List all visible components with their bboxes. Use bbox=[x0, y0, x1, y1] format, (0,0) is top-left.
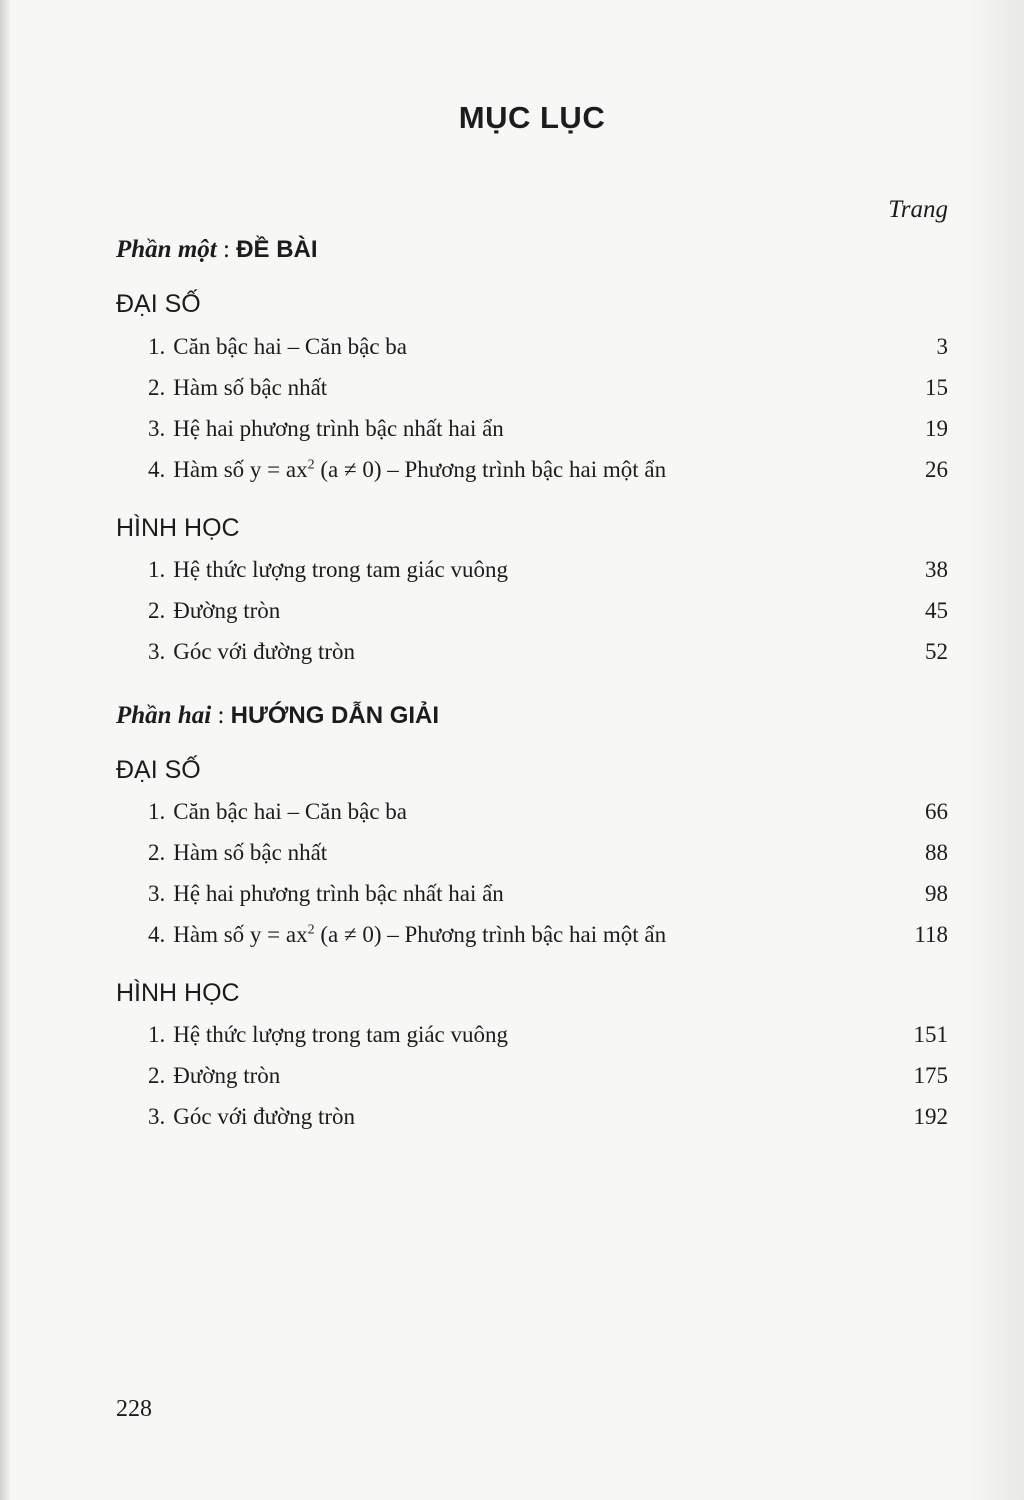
part-heading-de-bai bbox=[116, 236, 318, 264]
toc-entry[interactable] bbox=[148, 455, 948, 485]
part-separator: : bbox=[217, 702, 225, 729]
section-heading-hinh-hoc: HÌNH HỌC bbox=[116, 979, 240, 1007]
entry-page-number: 45 bbox=[925, 598, 948, 623]
entry-page-number: 98 bbox=[925, 881, 948, 906]
entry-title: Đường tròn bbox=[173, 598, 281, 623]
entry-page-number: 38 bbox=[925, 557, 948, 582]
toc-entry[interactable] bbox=[148, 596, 948, 626]
toc-entry[interactable] bbox=[148, 1102, 948, 1132]
folio-page-number: 228 bbox=[116, 1396, 152, 1422]
entry-title: Hệ hai phương trình bậc nhất hai ẩn bbox=[173, 881, 504, 906]
part-label: Phần một bbox=[116, 236, 217, 263]
toc-entry[interactable] bbox=[148, 797, 948, 827]
entry-number: 1. bbox=[148, 799, 166, 824]
entry-title: Góc với đường tròn bbox=[173, 639, 356, 664]
entry-number: 4. bbox=[148, 922, 166, 947]
page-shadow-right bbox=[964, 0, 1024, 1500]
toc-entry[interactable] bbox=[148, 332, 948, 362]
entry-title: Góc với đường tròn bbox=[173, 1104, 356, 1129]
entry-number: 3. bbox=[148, 639, 166, 664]
section-heading-hinh-hoc: HÌNH HỌC bbox=[116, 514, 240, 542]
page-title: MỤC LỤC bbox=[458, 100, 606, 135]
entry-title: Đường tròn bbox=[173, 1063, 281, 1088]
entry-number: 2. bbox=[148, 598, 166, 623]
entry-title: Hàm số bậc nhất bbox=[173, 840, 328, 865]
entry-page-number: 52 bbox=[925, 639, 948, 664]
toc-entry[interactable] bbox=[148, 414, 948, 444]
entry-number: 2. bbox=[148, 375, 166, 400]
entry-page-number: 66 bbox=[925, 799, 948, 824]
part-title: ĐỀ BÀI bbox=[236, 236, 318, 263]
entry-title-end: (a ≠ 0) – Phương trình bậc hai một ẩn bbox=[314, 922, 667, 947]
toc-entry[interactable] bbox=[148, 838, 948, 868]
entry-number: 2. bbox=[148, 1063, 166, 1088]
entry-page-number: 88 bbox=[925, 840, 948, 865]
entry-title-start: Hàm số y = ax bbox=[173, 922, 308, 947]
part-title: HƯỚNG DẪN GIẢI bbox=[230, 702, 440, 729]
entry-page-number: 118 bbox=[914, 922, 948, 947]
entry-page-number: 15 bbox=[925, 375, 948, 400]
toc-entry[interactable] bbox=[148, 637, 948, 667]
entry-page-number: 26 bbox=[925, 457, 948, 482]
entry-title: Hệ thức lượng trong tam giác vuông bbox=[173, 1022, 508, 1047]
entry-number: 1. bbox=[148, 334, 166, 359]
entry-number: 3. bbox=[148, 1104, 166, 1129]
entry-number: 1. bbox=[148, 1022, 166, 1047]
section-heading-dai-so: ĐẠI SỐ bbox=[116, 290, 201, 318]
toc-entry[interactable] bbox=[148, 920, 948, 950]
entry-title-start: Hàm số y = ax bbox=[173, 457, 308, 482]
part-separator: : bbox=[222, 236, 230, 263]
part-label: Phần hai bbox=[116, 702, 212, 729]
entry-title: Hệ hai phương trình bậc nhất hai ẩn bbox=[173, 416, 504, 441]
entry-number: 1. bbox=[148, 557, 166, 582]
entry-number: 3. bbox=[148, 881, 166, 906]
page-shadow-left bbox=[0, 0, 10, 1500]
entry-title: Hệ thức lượng trong tam giác vuông bbox=[173, 557, 508, 582]
entry-title-superscript: 2 bbox=[307, 457, 315, 473]
toc-entry[interactable] bbox=[148, 879, 948, 909]
entry-number: 2. bbox=[148, 840, 166, 865]
toc-entry[interactable] bbox=[148, 1020, 948, 1050]
entry-title: Hàm số bậc nhất bbox=[173, 375, 328, 400]
entry-page-number: 151 bbox=[913, 1022, 948, 1047]
entry-number: 4. bbox=[148, 457, 166, 482]
toc-entry[interactable] bbox=[148, 373, 948, 403]
entry-page-number: 19 bbox=[925, 416, 948, 441]
toc-entry[interactable] bbox=[148, 1061, 948, 1091]
entry-page-number: 3 bbox=[936, 334, 948, 359]
entry-page-number: 175 bbox=[913, 1063, 948, 1088]
entry-title-end: (a ≠ 0) – Phương trình bậc hai một ẩn bbox=[314, 457, 667, 482]
toc-entry[interactable] bbox=[148, 555, 948, 585]
entry-title: Căn bậc hai – Căn bậc ba bbox=[173, 799, 407, 824]
entry-title-superscript: 2 bbox=[307, 922, 315, 938]
entry-title: Căn bậc hai – Căn bậc ba bbox=[173, 334, 407, 359]
part-heading-huong-dan-giai bbox=[116, 702, 439, 730]
entry-number: 3. bbox=[148, 416, 166, 441]
entry-page-number: 192 bbox=[913, 1104, 948, 1129]
page-column-label: Trang bbox=[888, 196, 948, 223]
section-heading-dai-so: ĐẠI SỐ bbox=[116, 756, 201, 784]
